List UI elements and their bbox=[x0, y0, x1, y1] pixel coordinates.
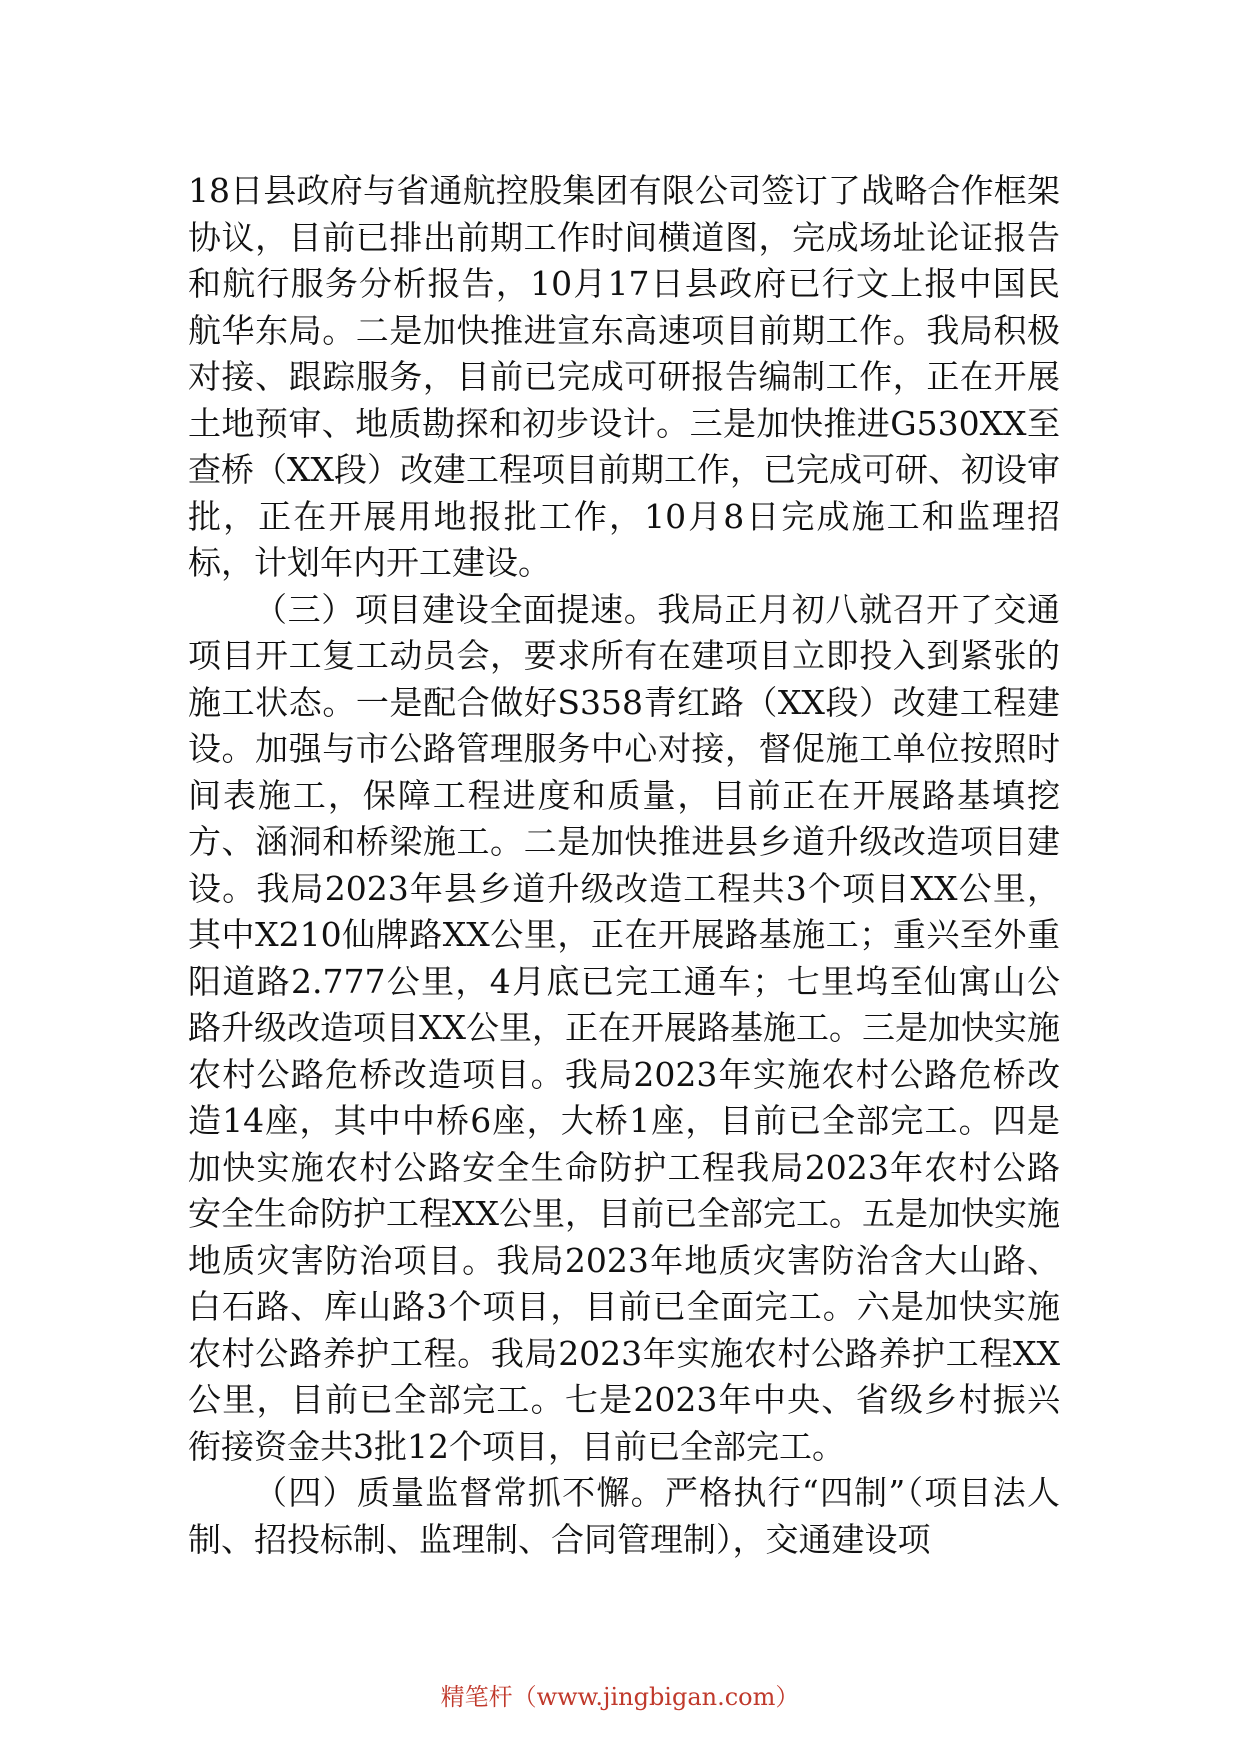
paragraph-3: （四）质量监督常抓不懈。严格执行“四制”（项目法人制、招投标制、监理制、合同管理制），交通建设项 bbox=[188, 1473, 1060, 1559]
paragraph-1: 18日县政府与省通航控股集团有限公司签订了战略合作框架协议，目前已排出前期工作时间横道图，完成场址论证报告和航行服务分析报告，10月17日县政府已行文上报中国民航华东局。二是加快推进宣东高速项目前期工作。我局积极对接、跟踪服务，目前已完成可研报告编制工作，正在开展土地预审、地质勘探和初步设计。三是加快推进G530XX至查桥（XX段）改建工程项目前期工作，已完成可研、初设审批，正在开展用地报批工作，10月8日完成施工和监理招标，计划年内开工建设。 bbox=[188, 171, 1060, 582]
paragraph-2: （三）项目建设全面提速。我局正月初八就召开了交通项目开工复工动员会，要求所有在建项目立即投入到紧张的施工状态。一是配合做好S358青红路（XX段）改建工程建设。加强与市公路管理服务中心对接，督促施工单位按照时间表施工，保障工程进度和质量，目前正在开展路基填挖方、涵洞和桥梁施工。二是加快推进县乡道升级改造项目建设。我局2023年县乡道升级改造工程共3个项目XX公里，其中X210仙牌路XX公里，正在开展路基施工；重兴至外重阳道路2.777公里，4月底已完工通车；七里坞至仙寓山公路升级改造项目XX公里，正在开展路基施工。三是加快实施农村公路危桥改造项目。我局2023年实施农村公路危桥改造14座，其中中桥6座，大桥1座，目前已全部完工。四是加快实施农村公路安全生命防护工程我局2023年农村公路安全生命防护工程XX公里，目前已全部完工。五是加快实施地质灾害防治项目。我局2023年地质灾害防治含大山路、白石路、库山路3个项目，目前已全面完工。六是加快实施农村公路养护工程。我局2023年实施农村公路养护工程XX公里，目前已全部完工。七是2023年中央、省级乡村振兴衔接资金共3批12个项目，目前已全部完工。 bbox=[188, 589, 1060, 1466]
footer-watermark: 精笔杆（www.jingbigan.com） bbox=[440, 1683, 800, 1711]
document-body bbox=[188, 168, 1060, 1563]
